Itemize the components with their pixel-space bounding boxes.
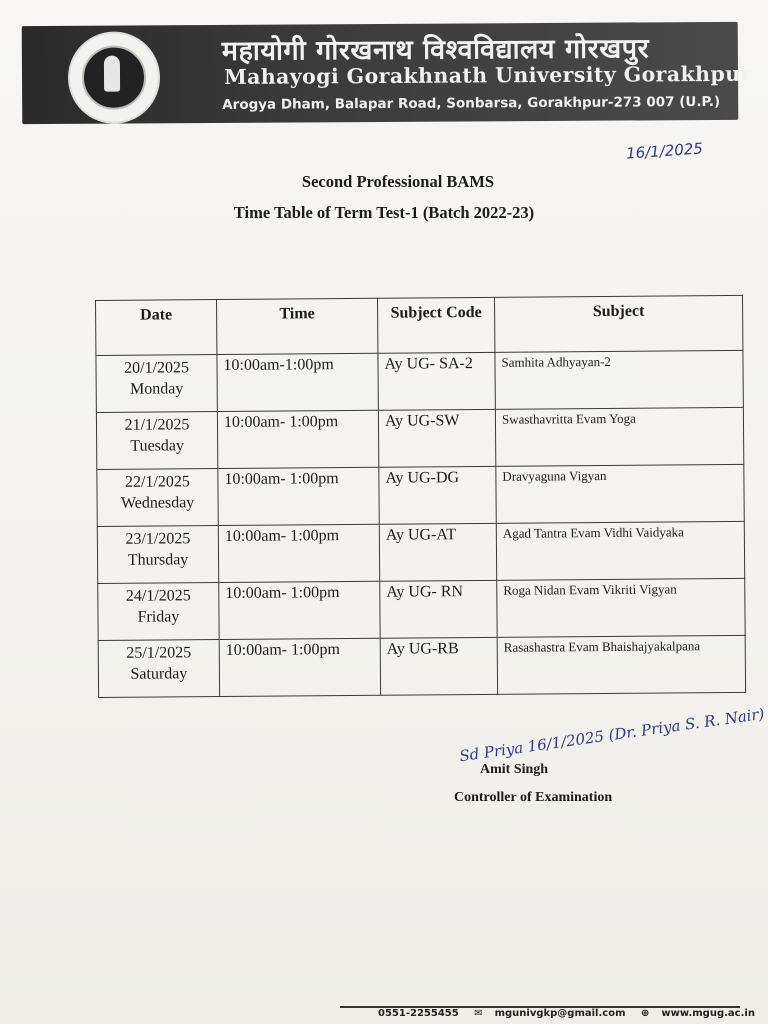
university-address: Arogya Dham, Balapar Road, Sonbarsa, Gorakhpur-273 007 (U.P.) [222, 93, 721, 113]
subject-cell: Rasashastra Evam Bhaishajyakalpana [497, 635, 745, 694]
date-cell [97, 526, 218, 584]
date-cell [97, 469, 218, 527]
subject-code-cell: Ay UG-AT [379, 523, 496, 581]
time-cell: 10:00am-1:00pm [217, 353, 378, 411]
university-header-banner [22, 22, 752, 124]
subject-cell: Agad Tantra Evam Vidhi Vaidyaka [496, 521, 744, 580]
table-row [97, 464, 744, 526]
footer-contact [378, 1008, 767, 1019]
exam-date: 20/1/2025 [124, 359, 190, 377]
subject-cell: Roga Nidan Evam Vikriti Vigyan [497, 578, 745, 637]
column-header-subject: Subject [494, 295, 742, 352]
date-cell [96, 355, 217, 413]
handwritten-signature: Sd Priya 16/1/2025 (Dr. Priya S. R. Nair) [458, 704, 766, 766]
exam-date: 21/1/2025 [124, 416, 190, 434]
table-row [97, 521, 744, 583]
exam-date: 22/1/2025 [124, 473, 190, 491]
signatory-designation: Controller of Examination [454, 790, 613, 805]
time-cell: 10:00am- 1:00pm [219, 638, 380, 696]
exam-day: Tuesday [130, 437, 185, 455]
timetable [95, 295, 746, 698]
time-cell: 10:00am- 1:00pm [218, 524, 379, 582]
date-cell [98, 640, 219, 698]
subject-code-cell: Ay UG-SW [378, 409, 495, 467]
handwritten-date: 16/1/2025 [625, 139, 704, 163]
subject-code-cell: Ay UG-DG [379, 466, 496, 524]
column-header-time: Time [217, 298, 378, 354]
time-cell: 10:00am- 1:00pm [218, 467, 379, 525]
table-header-row [96, 295, 743, 355]
university-name-hindi: महायोगी गोरखनाथ विश्वविद्यालय गोरखपुर [221, 33, 650, 67]
document-subtitle: Time Table of Term Test-1 (Batch 2022-23) [233, 203, 535, 222]
exam-date: 23/1/2025 [125, 530, 191, 548]
website-address: www.mgug.ac.in [661, 1008, 755, 1019]
exam-date: 24/1/2025 [125, 587, 191, 605]
table-row [96, 407, 743, 469]
table-row [98, 578, 745, 640]
email-address: mgunivgkp@gmail.com [494, 1008, 626, 1019]
subject-cell: Samhita Adhyayan-2 [495, 350, 743, 409]
exam-date: 25/1/2025 [126, 644, 192, 662]
table-row [96, 350, 743, 412]
exam-day: Monday [129, 380, 184, 398]
subject-cell: Swasthavritta Evam Yoga [495, 407, 743, 466]
globe-icon: ⊕ [641, 1008, 650, 1019]
subject-code-cell: Ay UG-RB [380, 637, 497, 695]
university-logo [52, 27, 203, 124]
exam-day: Thursday [127, 551, 189, 569]
table-row [98, 635, 745, 697]
subject-code-cell: Ay UG- SA-2 [378, 352, 495, 410]
university-name-english: Mahayogi Gorakhnath University Gorakhpur [223, 61, 752, 89]
subject-code-cell: Ay UG- RN [380, 580, 497, 638]
exam-day: Saturday [130, 665, 188, 683]
mail-icon: ✉ [474, 1008, 483, 1019]
signatory-name: Amit Singh [480, 762, 549, 777]
column-header-date: Date [96, 300, 217, 356]
date-cell [96, 412, 217, 470]
date-cell [98, 583, 219, 641]
column-header-subject-code: Subject Code [377, 297, 494, 353]
subject-cell: Dravyaguna Vigyan [496, 464, 744, 523]
time-cell: 10:00am- 1:00pm [217, 410, 378, 468]
exam-day: Wednesday [120, 494, 195, 512]
time-cell: 10:00am- 1:00pm [219, 581, 380, 639]
exam-day: Friday [137, 608, 180, 626]
document-title: Second Professional BAMS [301, 172, 495, 191]
phone-number: 0551-2255455 [378, 1008, 459, 1019]
